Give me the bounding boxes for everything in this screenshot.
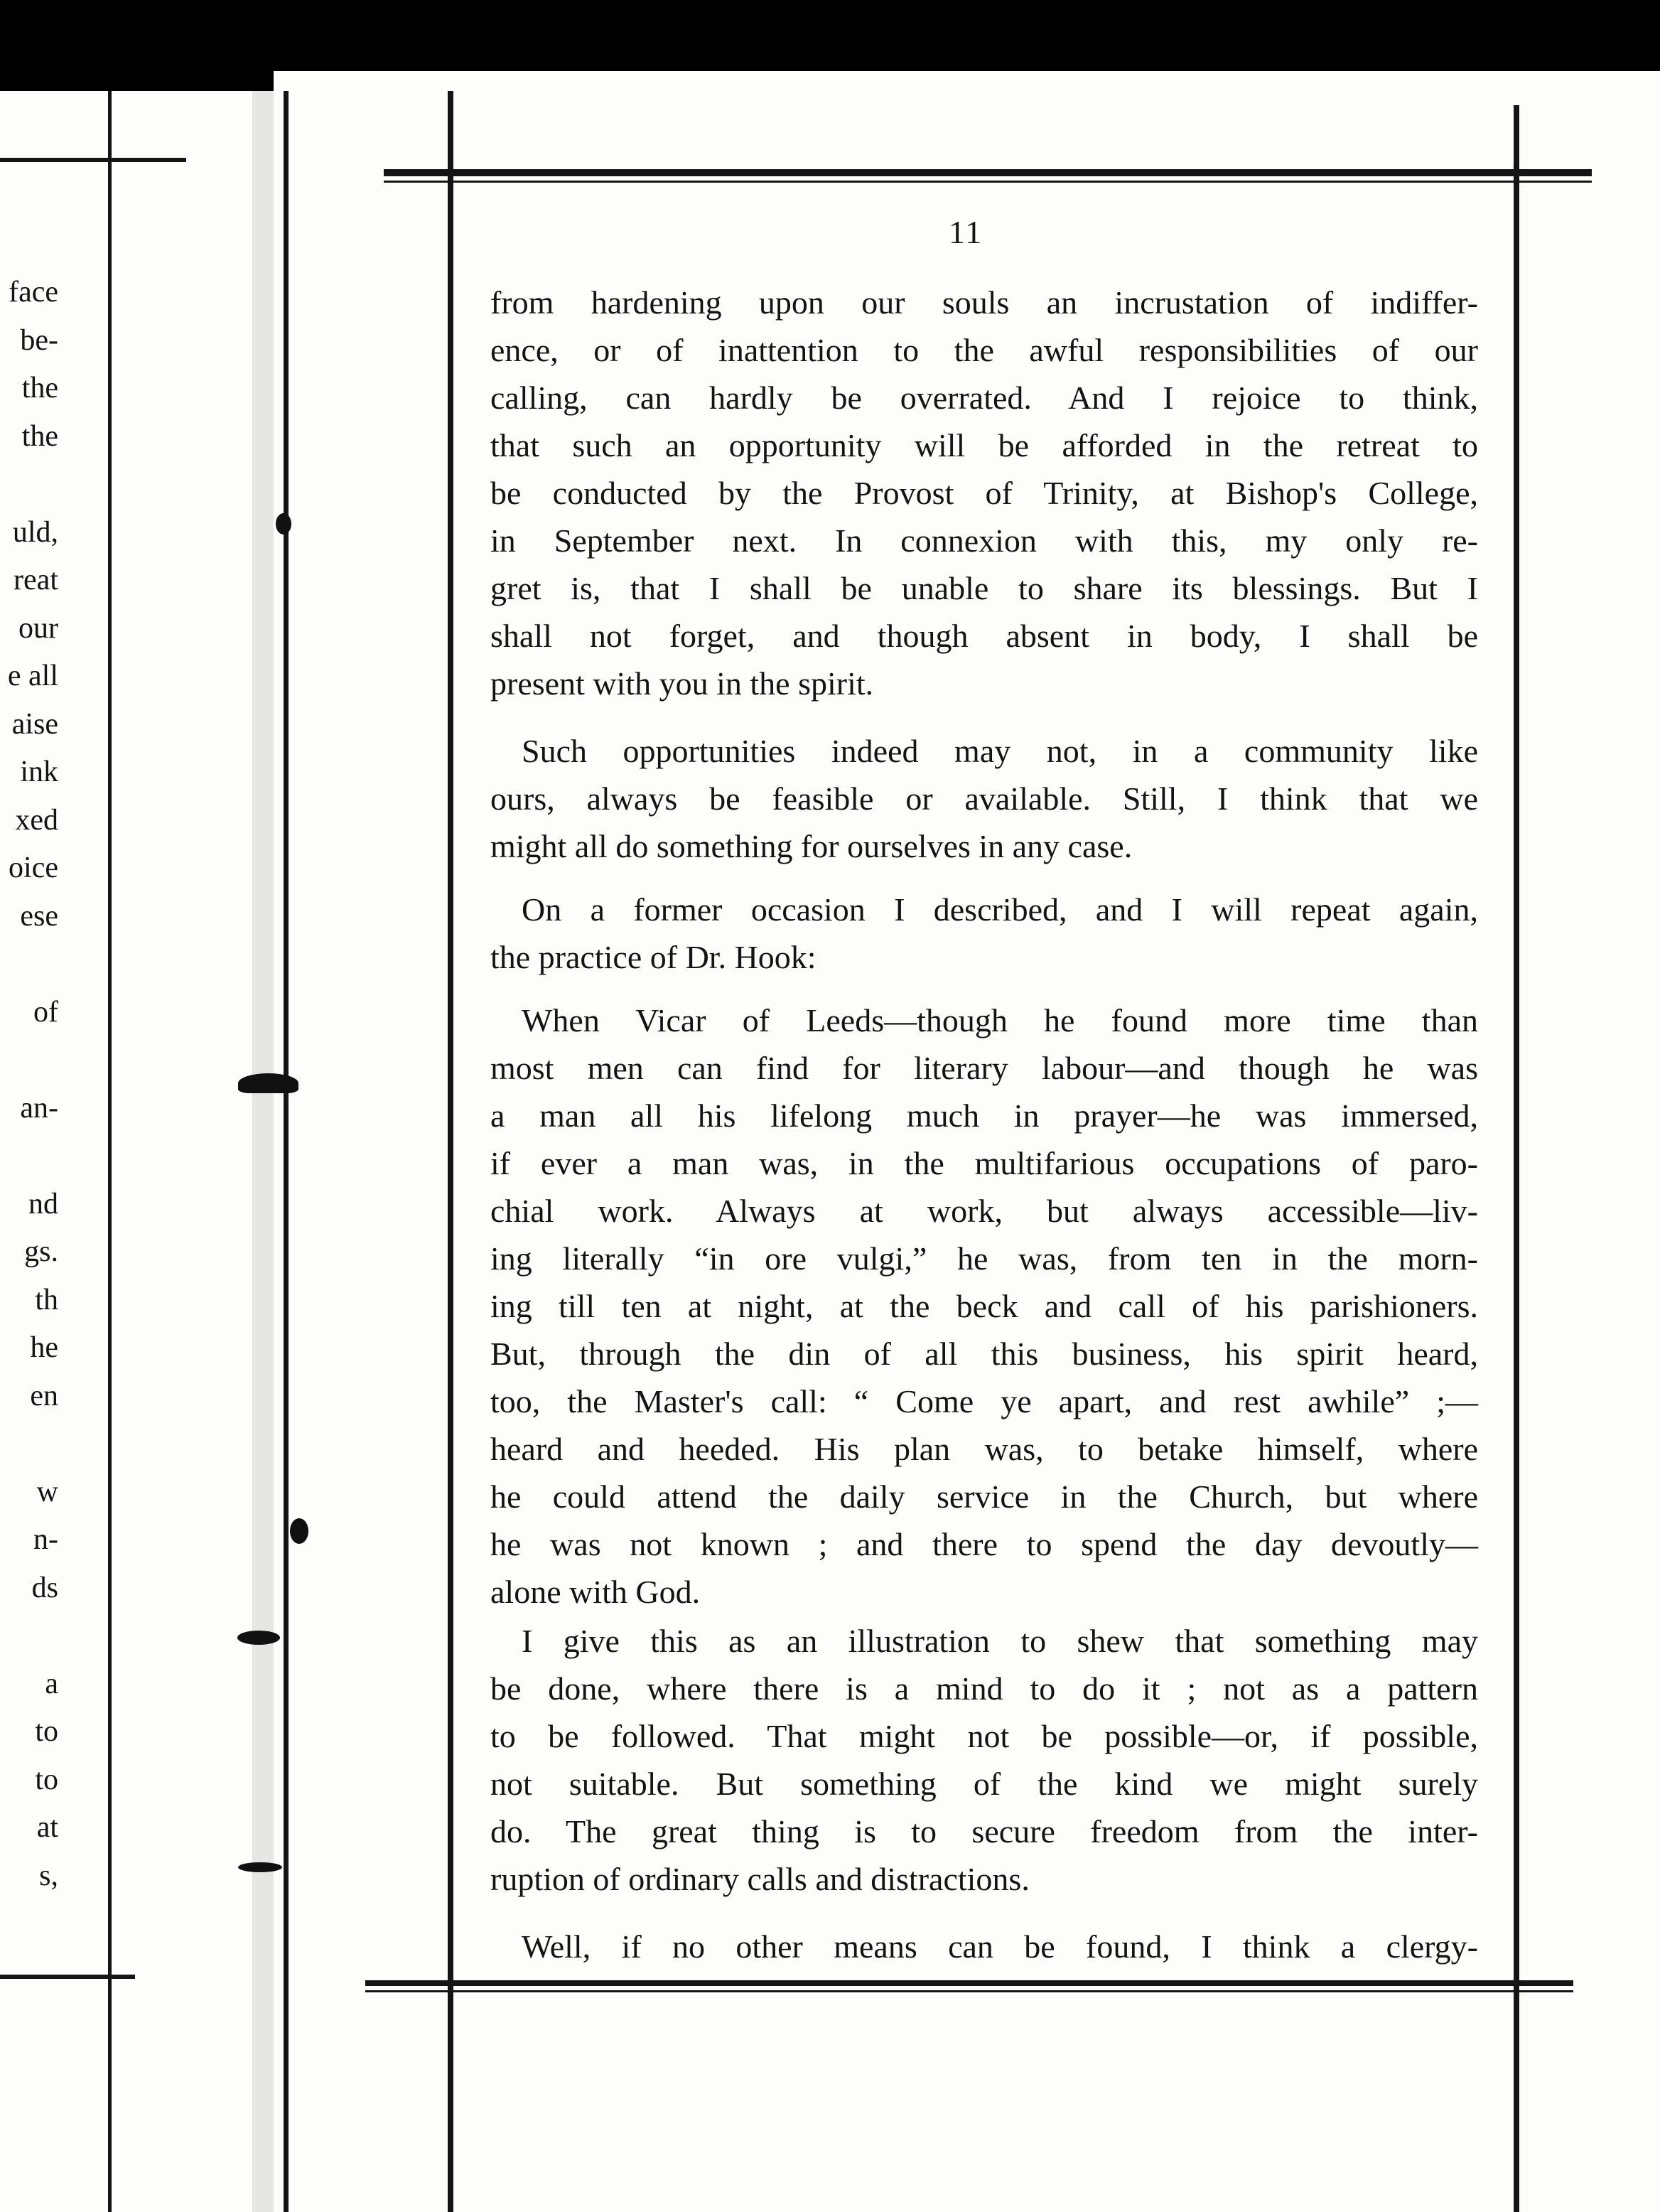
text-line: calling, can hardly be overrated. And I rejoice to think, — [490, 380, 1478, 416]
left-border-rule — [448, 91, 453, 2212]
text-line: the practice of Dr. Hook: — [490, 939, 816, 975]
left-page-fragment: be- — [20, 323, 58, 357]
text-line: he could attend the daily service in the Church, but where — [490, 1478, 1478, 1515]
left-page-fragment: oice — [9, 852, 58, 884]
top-border-rule — [384, 169, 1592, 176]
left-page-fragment: the — [21, 419, 58, 453]
left-page-fragment: gs. — [24, 1235, 58, 1268]
bottom-border-rule — [365, 1980, 1573, 1986]
binding-mark — [276, 513, 291, 535]
text-line: in September next. In connexion with this, my only re- — [490, 522, 1478, 559]
text-line: ing till ten at night, at the beck and call of his parishioners. — [490, 1288, 1478, 1324]
text-line: heard and heeded. His plan was, to betake himself, where — [490, 1431, 1478, 1467]
left-page-fragment: face — [9, 276, 58, 308]
text-line: ruption of ordinary calls and distractions. — [490, 1861, 1030, 1897]
paragraph — [490, 1923, 1478, 1970]
bottom-border-rule-inner — [365, 1990, 1573, 1992]
text-line: too, the Master's call: “ Come ye apart, and rest awhile” ;— — [490, 1383, 1478, 1419]
text-line: ing literally “in ore vulgi,” he was, from ten in the morn- — [490, 1240, 1478, 1277]
text-line: present with you in the spirit. — [490, 665, 874, 702]
left-page-fragment: uld, — [12, 515, 58, 549]
left-page-vertical-rule — [108, 91, 112, 2212]
left-page-bottom-rule — [0, 1975, 135, 1979]
left-page-fragment: at — [36, 1811, 58, 1844]
left-page-fragment: en — [30, 1379, 58, 1412]
text-line: if ever a man was, in the multifarious occupations of paro- — [490, 1145, 1478, 1181]
left-page-fragment: ese — [20, 899, 58, 933]
paragraph — [490, 727, 1478, 870]
text-line: But, through the din of all this business, his spirit heard, — [490, 1336, 1478, 1372]
text-line: On a former occasion I described, and I will repeat again, — [522, 891, 1478, 928]
text-line: not suitable. But something of the kind we might surely — [490, 1766, 1478, 1802]
text-line: most men can find for literary labour—and though he was — [490, 1050, 1478, 1086]
binding-mark — [290, 1518, 308, 1544]
text-line: ours, always be feasible or available. Still, I think that we — [490, 780, 1478, 817]
paragraph — [490, 886, 1478, 981]
left-page-fragment: n- — [33, 1523, 58, 1556]
left-page-fragment: s, — [39, 1859, 58, 1892]
left-page-top-rule — [0, 158, 186, 162]
book-gutter — [252, 91, 274, 2212]
text-line: from hardening upon our souls an incrustation of indiffer- — [490, 284, 1478, 321]
text-line: he was not known ; and there to spend the day devoutly— — [490, 1526, 1478, 1562]
text-line: Such opportunities indeed may not, in a community like — [522, 733, 1478, 769]
text-line: be conducted by the Provost of Trinity, at Bishop's College, — [490, 475, 1478, 511]
left-page-fragment: reat — [14, 564, 58, 596]
binding-mark — [237, 1631, 280, 1645]
text-line: When Vicar of Leeds—though he found more time than — [522, 1002, 1478, 1038]
paragraph — [490, 1617, 1478, 1903]
top-border-rule-inner — [384, 181, 1592, 183]
text-line: to be followed. That might not be possible—or, if possible, — [490, 1718, 1478, 1754]
text-line: ence, or of inattention to the awful responsibilities of our — [490, 332, 1478, 368]
left-page-fragment: nd — [28, 1187, 58, 1220]
spine-line — [284, 91, 289, 2212]
left-page — [0, 91, 252, 2212]
text-line: shall not forget, and though absent in body, I shall be — [490, 618, 1478, 654]
text-line: alone with God. — [490, 1574, 701, 1610]
text-line: Well, if no other means can be found, I think a clergy- — [522, 1928, 1478, 1965]
left-page-fragment: e all — [7, 660, 58, 692]
text-line: gret is, that I shall be unable to share its blessings. But I — [490, 570, 1478, 606]
left-page-fragment: an- — [20, 1091, 58, 1124]
text-line: that such an opportunity will be afforded in the retreat to — [490, 427, 1478, 463]
text-line: I give this as an illustration to shew that something may — [522, 1623, 1478, 1659]
left-page-fragment: to — [35, 1763, 58, 1796]
page-number: 11 — [949, 214, 983, 250]
left-page-fragment: a — [45, 1667, 58, 1700]
right-border-rule — [1514, 105, 1519, 2212]
left-page-fragment: xed — [15, 803, 58, 837]
binding-mark — [238, 1073, 298, 1093]
left-page-fragment: w — [36, 1475, 58, 1508]
binding-mark — [238, 1862, 282, 1872]
left-page-fragment: of — [33, 995, 58, 1029]
left-page-fragment: our — [18, 611, 58, 645]
paragraph — [490, 279, 1478, 707]
left-page-fragment: ink — [20, 756, 58, 788]
text-line: might all do something for ourselves in any case. — [490, 828, 1133, 864]
text-line: a man all his lifelong much in prayer—he was immersed, — [490, 1097, 1478, 1134]
left-page-fragment: aise — [11, 707, 58, 741]
left-page-fragment: th — [35, 1283, 58, 1316]
text-line: do. The great thing is to secure freedom from the inter- — [490, 1813, 1478, 1849]
left-page-fragment: to — [35, 1715, 58, 1748]
text-line: be done, where there is a mind to do it ; not as a pattern — [490, 1670, 1478, 1707]
left-page-fragment: he — [30, 1331, 58, 1364]
paragraph — [490, 997, 1478, 1616]
left-page-fragment: the — [21, 372, 58, 404]
left-page-fragment: ds — [31, 1571, 58, 1604]
text-line: chial work. Always at work, but always accessible—liv- — [490, 1193, 1478, 1229]
